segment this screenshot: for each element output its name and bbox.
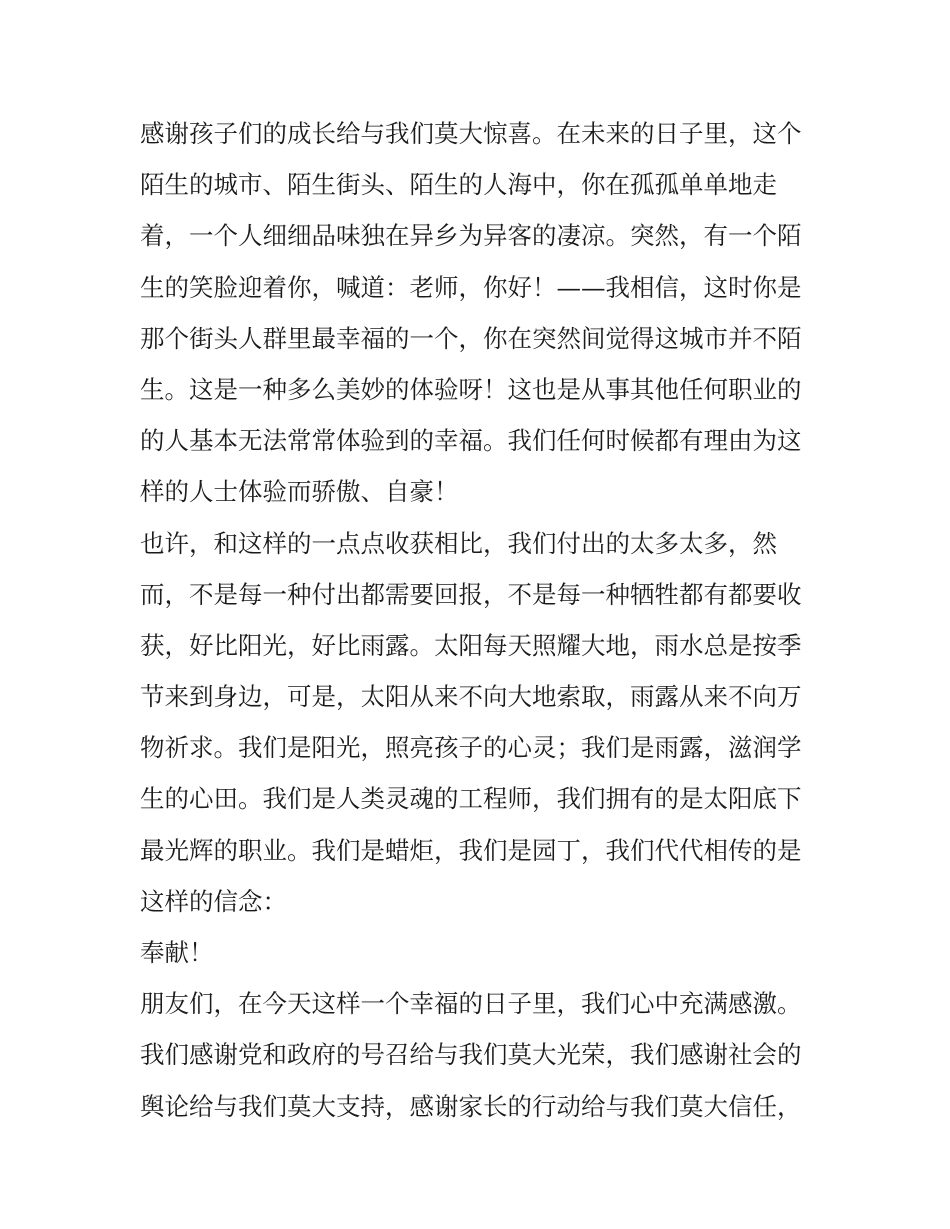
text-line: 也许，和这样的一点点收获相比，我们付出的太多太多，然 [140, 528, 777, 558]
text-line: 节来到身边，可是，太阳从来不向大地索取，雨露从来不向万 [140, 682, 802, 712]
text-line: 最光辉的职业。我们是蜡炬，我们是园丁，我们代代相传的是 [140, 835, 802, 865]
body-text [140, 108, 816, 1132]
text-line: 而，不是每一种付出都需要回报，不是每一种牺牲都有都要收 [140, 579, 802, 609]
text-line: 陌生的城市、陌生街头、陌生的人海中，你在孤孤单单地走 [140, 170, 777, 200]
text-line: 我们感谢党和政府的号召给与我们莫大光荣，我们感谢社会的 [140, 1040, 802, 1070]
text-line: 生的笑脸迎着你，喊道：老师，你好！——我相信，这时你是 [140, 272, 802, 302]
text-line: 获，好比阳光，好比雨露。太阳每天照耀大地，雨水总是按季 [140, 630, 802, 660]
text-line: 感谢孩子们的成长给与我们莫大惊喜。在未来的日子里，这个 [140, 119, 802, 148]
text-line: 那个街头人群里最幸福的一个，你在突然间觉得这城市并不陌 [140, 323, 802, 353]
text-line: 着，一个人细细品味独在异乡为异客的凄凉。突然，有一个陌 [140, 221, 802, 251]
text-line: 朋友们，在今天这样一个幸福的日子里，我们心中充满感激。 [140, 989, 802, 1019]
text-line: 生的心田。我们是人类灵魂的工程师，我们拥有的是太阳底下 [140, 784, 802, 814]
text-line: 奉献！ [140, 938, 214, 967]
text-line: 舆论给与我们莫大支持，感谢家长的行动给与我们莫大信任， [140, 1091, 802, 1121]
text-line: 这样的信念： [140, 886, 287, 916]
text-line: 物祈求。我们是阳光，照亮孩子的心灵；我们是雨露，滋润学 [140, 733, 802, 763]
text-line: 的人基本无法常常体验到的幸福。我们任何时候都有理由为这 [140, 426, 802, 456]
text-line: 样的人士体验而骄傲、自豪！ [140, 477, 459, 507]
text-line: 生。这是一种多么美妙的体验呀！这也是从事其他任何职业的 [140, 374, 802, 404]
